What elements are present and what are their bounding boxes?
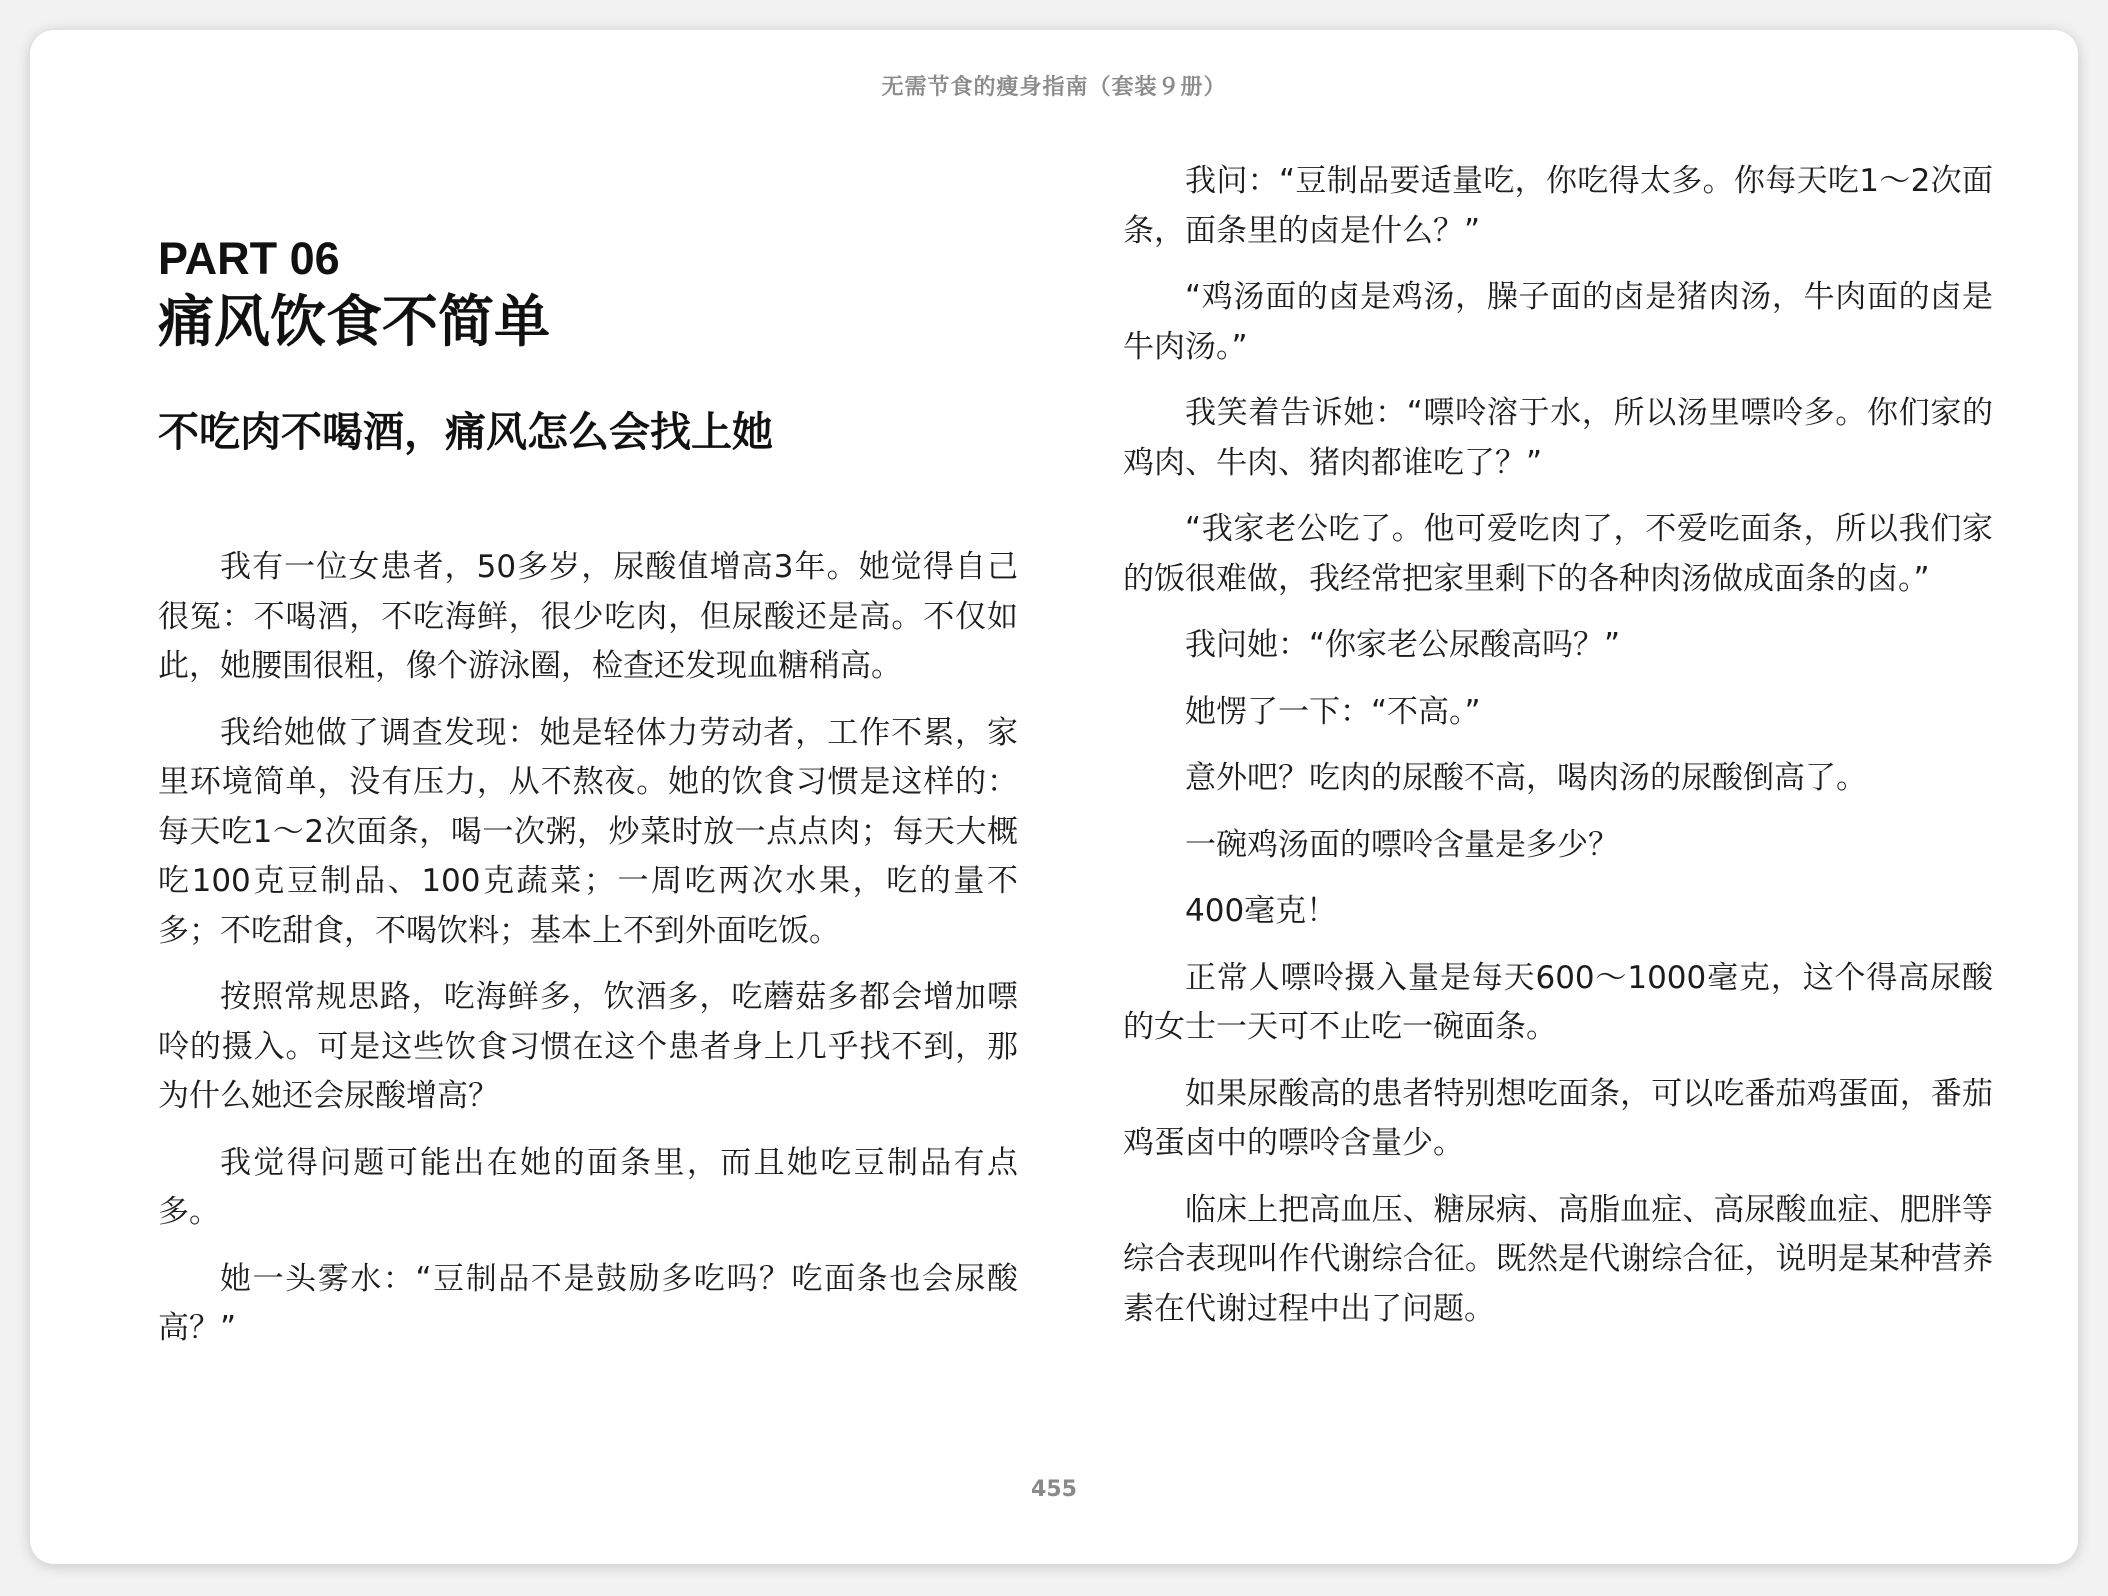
paragraph: 意外吧？吃肉的尿酸不高，喝肉汤的尿酸倒高了。 xyxy=(1185,760,1867,796)
part-label: PART 06 xyxy=(158,233,340,284)
paragraph: 按照常规思路，吃海鲜多，饮酒多，吃蘑菇多都会增加嘌呤的摄入。可是这些饮食习惯在这个患者身上几乎找不到，那为什么她还会尿酸增高？ xyxy=(158,979,1018,1114)
paragraph: 我觉得问题可能出在她的面条里，而且她吃豆制品有点多。 xyxy=(158,1144,1018,1230)
paragraph: 我给她做了调查发现：她是轻体力劳动者，工作不累，家里环境简单，没有压力，从不熬夜。她的饮食习惯是这样的：每天吃1～2次面条，喝一次粥，炒菜时放一点点肉；每天大概吃100克豆制品、100克蔬菜；一周吃两次水果，吃的量不多；不吃甜食，不喝饮料；基本上不到外面吃饭。 xyxy=(158,714,1018,949)
paragraph: 临床上把高血压、糖尿病、高脂血症、高尿酸血症、肥胖等综合表现叫作代谢综合征。既然是代谢综合征，说明是某种营养素在代谢过程中出了问题。 xyxy=(1123,1191,1993,1327)
paragraph: 我问她：“你家老公尿酸高吗？” xyxy=(1185,627,1621,663)
paragraph: 如果尿酸高的患者特别想吃面条，可以吃番茄鸡蛋面，番茄鸡蛋卤中的嘌呤含量少。 xyxy=(1123,1075,1993,1161)
paragraph: 我笑着告诉她：“嘌呤溶于水，所以汤里嘌呤多。你们家的鸡肉、牛肉、猪肉都谁吃了？” xyxy=(1123,395,1993,481)
paragraph: 她愣了一下：“不高。” xyxy=(1185,693,1481,730)
paragraph: 400毫克！ xyxy=(1185,893,1338,929)
paragraph: 一碗鸡汤面的嘌呤含量是多少？ xyxy=(1185,826,1619,863)
paragraph: 她一头雾水：“豆制品不是鼓励多吃吗？吃面条也会尿酸高？” xyxy=(158,1260,1018,1346)
paragraph: “我家老公吃了。他可爱吃肉了，不爱吃面条，所以我们家的饭很难做，我经常把家里剩下的各种肉汤做成面条的卤。” xyxy=(1123,511,1993,597)
page-number: 455 xyxy=(1031,1477,1077,1502)
paragraph: 我问：“豆制品要适量吃，你吃得太多。你每天吃1～2次面条，面条里的卤是什么？” xyxy=(1123,163,1993,249)
paragraph: 我有一位女患者，50多岁，尿酸值增高3年。她觉得自己很冤：不喝酒，不吃海鲜，很少吃肉，但尿酸还是高。不仅如此，她腰围很粗，像个游泳圈，检查还发现血糖稍高。 xyxy=(158,549,1018,684)
right-body-text xyxy=(1123,157,1993,1351)
chapter-title: 痛风饮食不简单 xyxy=(158,290,550,355)
section-title: 不吃肉不喝酒，痛风怎么会找上她 xyxy=(158,408,773,456)
paragraph: 正常人嘌呤摄入量是每天600～1000毫克，这个得高尿酸的女士一天可不止吃一碗面条。 xyxy=(1123,959,1993,1045)
book-page xyxy=(30,30,2078,1564)
paragraph: “鸡汤面的卤是鸡汤，臊子面的卤是猪肉汤，牛肉面的卤是牛肉汤。” xyxy=(1123,279,1993,365)
running-head-book-title: 无需节食的瘦身指南（套装９册） xyxy=(881,75,1227,100)
left-body-text xyxy=(158,543,1018,1371)
